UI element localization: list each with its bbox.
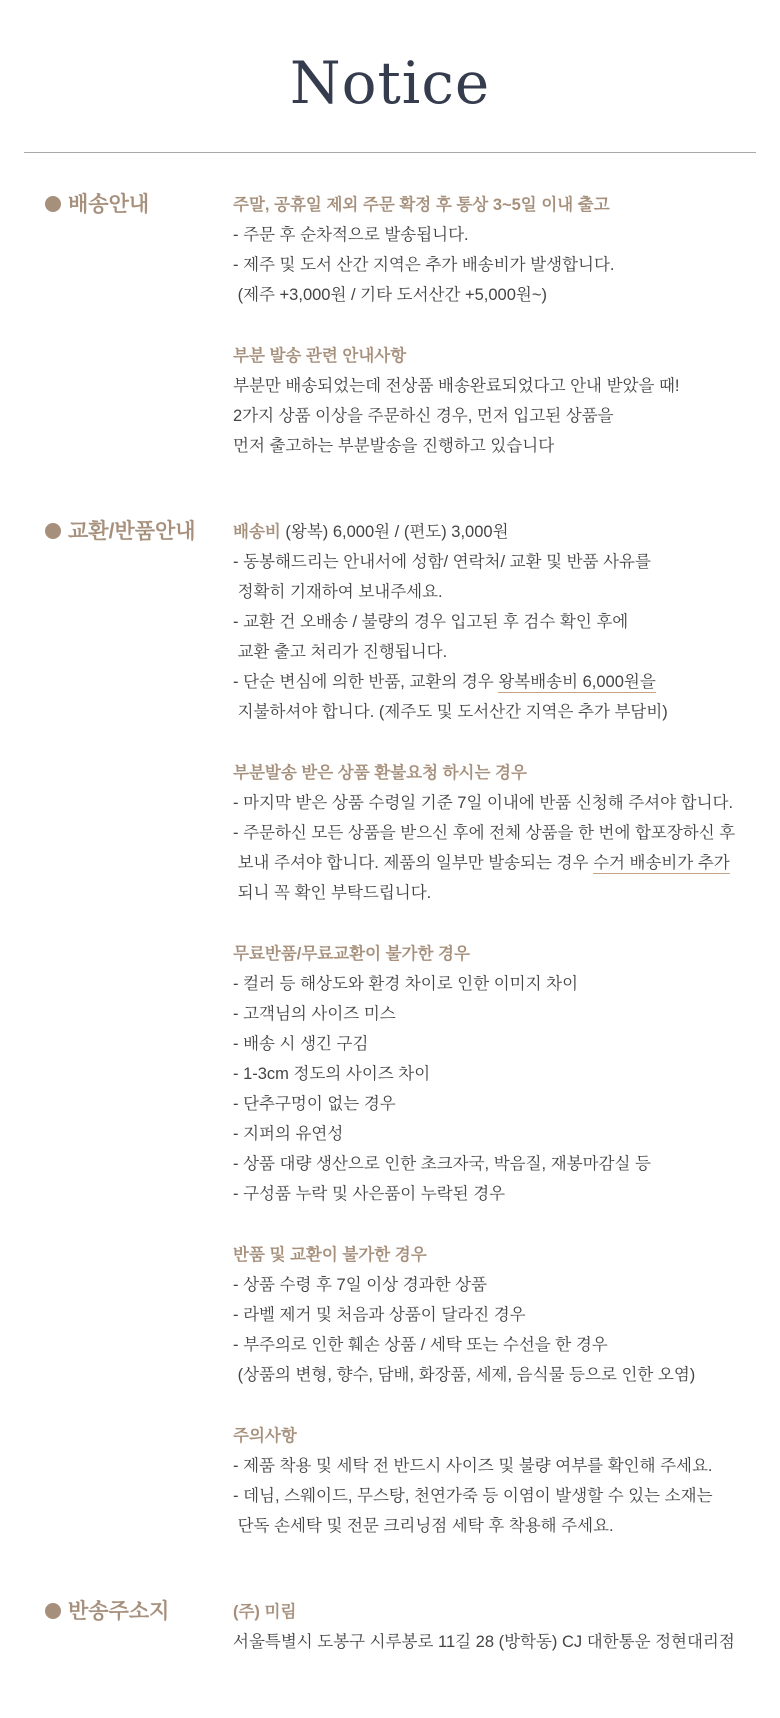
block-title-accent: (주) 미림 — [233, 1602, 297, 1621]
sections — [0, 153, 780, 1657]
text-segment: - 제품 착용 및 세탁 전 반드시 사이즈 및 불량 여부를 확인해 주세요. — [233, 1456, 713, 1475]
bullet-icon — [45, 196, 61, 212]
text-segment: - 컬러 등 해상도와 환경 차이로 인한 이미지 차이 — [233, 974, 579, 993]
content-block — [233, 341, 780, 461]
text-segment: - 단순 변심에 의한 반품, 교환의 경우 — [233, 672, 499, 691]
underlined-text: 왕복배송비 6,000원을 — [498, 672, 656, 691]
text-segment: 2가지 상품 이상을 주문하신 경우, 먼저 입고된 상품을 — [233, 406, 614, 425]
content-block — [233, 1597, 780, 1657]
text-line — [233, 250, 780, 280]
content-block — [233, 190, 780, 310]
block-title — [233, 939, 780, 969]
text-line — [233, 1330, 780, 1360]
section-content — [233, 190, 780, 461]
section-label — [0, 1597, 233, 1627]
text-segment: - 교환 건 오배송 / 불량의 경우 입고된 후 검수 확인 후에 — [233, 612, 629, 631]
text-line — [233, 607, 780, 637]
content-block — [233, 517, 780, 727]
content-block — [233, 758, 780, 908]
text-segment: - 1-3cm 정도의 사이즈 차이 — [233, 1064, 431, 1083]
text-line — [233, 1627, 780, 1657]
content-block — [233, 1421, 780, 1541]
block-title — [233, 1421, 780, 1451]
underlined-text: 수거 배송비가 추가 — [593, 853, 730, 872]
text-segment: 정확히 기재하여 보내주세요. — [233, 582, 443, 601]
block-title-accent: 무료반품/무료교환이 불가한 경우 — [233, 944, 470, 963]
content-block — [233, 939, 780, 1209]
text-line — [233, 1179, 780, 1209]
bullet-icon — [45, 523, 61, 539]
block-title-accent: 주말, 공휴일 제외 주문 확정 후 통상 3~5일 이내 출고 — [233, 195, 610, 214]
text-line — [233, 280, 780, 310]
block-title-accent: 부분 발송 관련 안내사항 — [233, 346, 407, 365]
text-segment: - 부주의로 인한 훼손 상품 / 세탁 또는 수선을 한 경우 — [233, 1335, 608, 1354]
text-line — [233, 371, 780, 401]
text-segment: 부분만 배송되었는데 전상품 배송완료되었다고 안내 받았을 때! — [233, 376, 680, 395]
text-line — [233, 1270, 780, 1300]
text-segment: (상품의 변형, 향수, 담배, 화장품, 세제, 음식물 등으로 인한 오염) — [233, 1365, 696, 1384]
section-label — [0, 190, 233, 220]
text-segment: - 동봉해드리는 안내서에 성함/ 연락처/ 교환 및 반품 사유를 — [233, 552, 651, 571]
text-segment: - 주문하신 모든 상품을 받으신 후에 전체 상품을 한 번에 합포장하신 후 — [233, 823, 736, 842]
section-content — [233, 517, 780, 1541]
text-line — [233, 1029, 780, 1059]
block-title — [233, 1240, 780, 1270]
text-segment: - 데님, 스웨이드, 무스탕, 천연가죽 등 이염이 발생할 수 있는 소재는 — [233, 1486, 713, 1505]
section-label-text: 교환/반품안내 — [68, 519, 196, 543]
text-line — [233, 1119, 780, 1149]
content-block — [233, 1240, 780, 1390]
text-segment: (제주 +3,000원 / 기타 도서산간 +5,000원~) — [233, 285, 547, 304]
text-segment: 먼저 출고하는 부분발송을 진행하고 있습니다 — [233, 436, 555, 455]
text-line — [233, 220, 780, 250]
text-line — [233, 1481, 780, 1511]
text-line — [233, 878, 780, 908]
text-segment: - 배송 시 생긴 구김 — [233, 1034, 369, 1053]
block-title — [233, 341, 780, 371]
text-segment: - 고객님의 사이즈 미스 — [233, 1004, 396, 1023]
bullet-icon — [45, 1603, 61, 1619]
text-segment: - 상품 수령 후 7일 이상 경과한 상품 — [233, 1275, 487, 1294]
text-line — [233, 577, 780, 607]
section-label-text: 반송주소지 — [68, 1599, 170, 1623]
text-line — [233, 697, 780, 727]
section-label — [0, 517, 233, 547]
text-segment: - 마지막 받은 상품 수령일 기준 7일 이내에 반품 신청해 주셔야 합니다. — [233, 793, 734, 812]
block-title — [233, 1597, 780, 1627]
text-segment: - 주문 후 순차적으로 발송됩니다. — [233, 225, 469, 244]
block-title-accent: 주의사항 — [233, 1426, 297, 1445]
text-line — [233, 1360, 780, 1390]
section-label-text: 배송안내 — [68, 192, 150, 216]
text-segment: 교환 출고 처리가 진행됩니다. — [233, 642, 448, 661]
text-line — [233, 431, 780, 461]
block-title — [233, 190, 780, 220]
text-segment: 보내 주셔야 합니다. 제품의 일부만 발송되는 경우 — [233, 853, 594, 872]
notice-page — [0, 49, 780, 1718]
text-segment: - 상품 대량 생산으로 인한 초크자국, 박음질, 재봉마감실 등 — [233, 1154, 651, 1173]
block-title-accent: 반품 및 교환이 불가한 경우 — [233, 1245, 427, 1264]
notice-section-shipping-info — [0, 190, 780, 461]
text-segment: - 제주 및 도서 산간 지역은 추가 배송비가 발생합니다. — [233, 255, 615, 274]
section-content — [233, 1597, 780, 1657]
text-line — [233, 1089, 780, 1119]
block-title-accent: 배송비 — [233, 522, 281, 541]
text-line — [233, 788, 780, 818]
text-line — [233, 969, 780, 999]
text-segment: - 단추구멍이 없는 경우 — [233, 1094, 396, 1113]
text-line — [233, 1149, 780, 1179]
text-segment: - 지퍼의 유연성 — [233, 1124, 344, 1143]
text-line — [233, 1059, 780, 1089]
text-line — [233, 667, 780, 697]
block-title-accent: 부분발송 받은 상품 환불요청 하시는 경우 — [233, 763, 527, 782]
text-line — [233, 1451, 780, 1481]
block-title-suffix: (왕복) 6,000원 / (편도) 3,000원 — [280, 522, 509, 541]
text-line — [233, 818, 780, 848]
notice-section-return-address — [0, 1597, 780, 1657]
page-title: Notice — [289, 49, 491, 117]
block-title — [233, 758, 780, 788]
text-line — [233, 1511, 780, 1541]
text-line — [233, 999, 780, 1029]
text-segment: 단독 손세탁 및 전문 크리닝점 세탁 후 착용해 주세요. — [233, 1516, 614, 1535]
text-line — [233, 848, 780, 878]
text-segment: 되니 꼭 확인 부탁드립니다. — [233, 883, 432, 902]
text-line — [233, 547, 780, 577]
text-line — [233, 1300, 780, 1330]
notice-section-exchange-return-info — [0, 517, 780, 1541]
text-line — [233, 637, 780, 667]
text-segment: - 구성품 누락 및 사은품이 누락된 경우 — [233, 1184, 506, 1203]
text-segment: - 라벨 제거 및 처음과 상품이 달라진 경우 — [233, 1305, 526, 1324]
text-segment: 서울특별시 도봉구 시루봉로 11길 28 (방학동) CJ 대한통운 정현대리점 — [233, 1632, 735, 1651]
text-line — [233, 401, 780, 431]
text-segment: 지불하셔야 합니다. (제주도 및 도서산간 지역은 추가 부담비) — [233, 702, 668, 721]
block-title — [233, 517, 780, 547]
